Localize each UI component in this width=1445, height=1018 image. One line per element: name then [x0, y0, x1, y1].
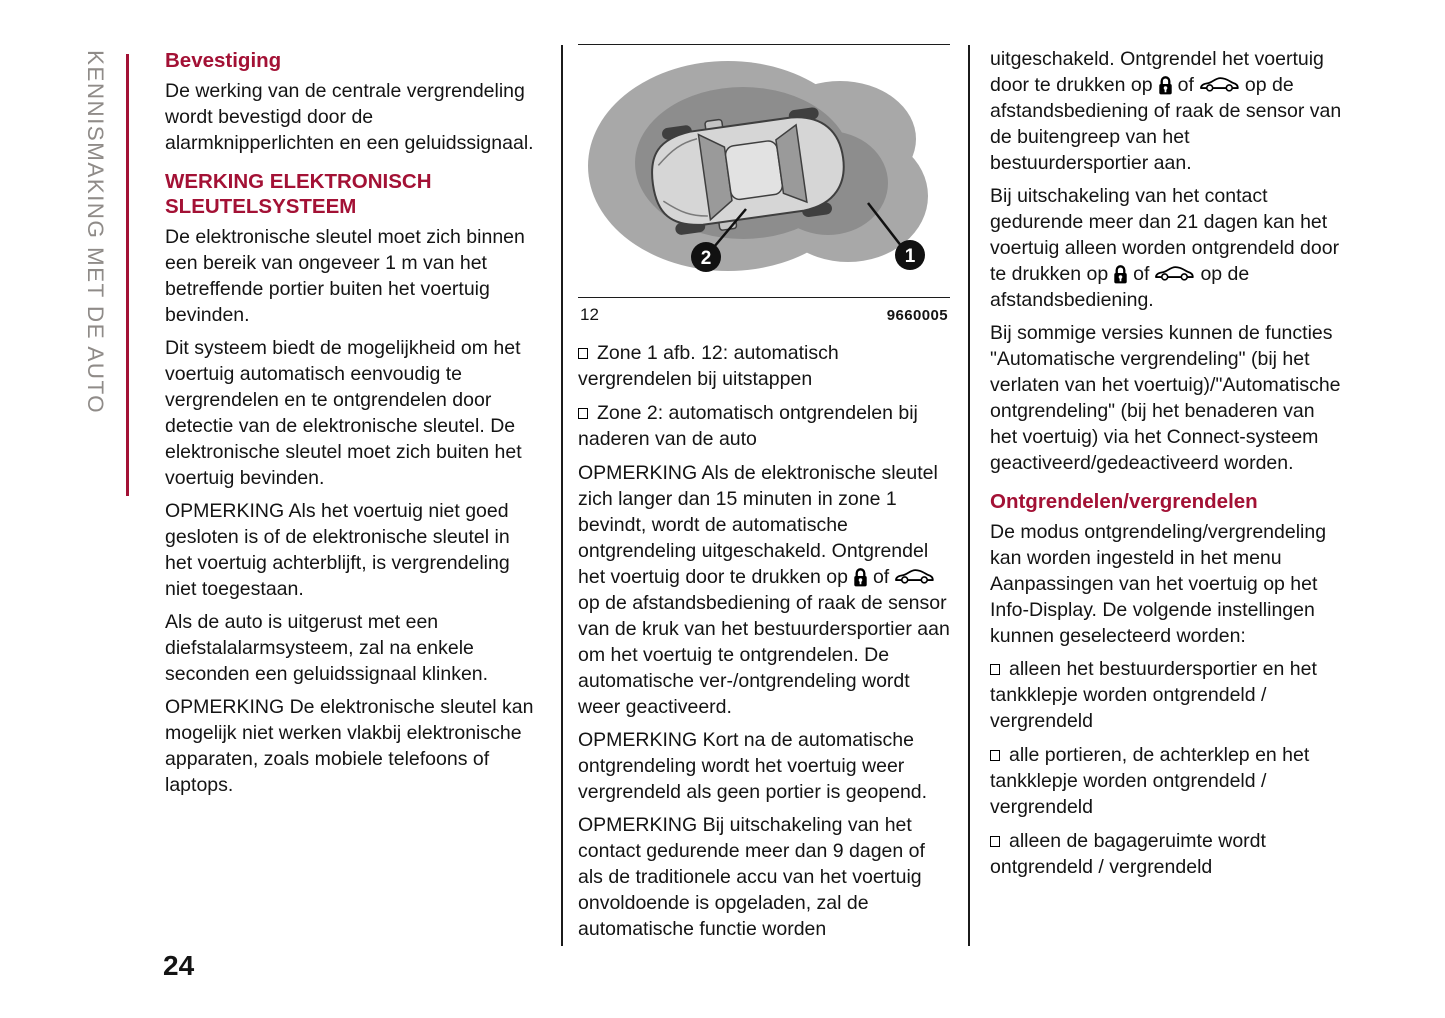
chapter-rule [126, 54, 129, 496]
text-segment: Bij uitschakeling van het contact gedurende meer dan 21 dagen kan het voertuig alleen worden ontgrendeld door te drukken op [990, 185, 1340, 285]
square-bullet-icon [990, 750, 1000, 761]
list-item-all-doors [990, 742, 1347, 820]
note-paragraph: OPMERKING Als het voertuig niet goed gesloten is of de elektronische sleutel in het voertuig achterblijft, is vergrendeling niet toegestaan. [165, 500, 510, 600]
text-segment: alle portieren, de achterklep en het tankklepje worden ontgrendeld / vergrendeld [990, 744, 1310, 818]
text-segment: uitgeschakeld. Ontgrendel het voertuig door te drukken op [990, 48, 1324, 96]
note-relock: OPMERKING Kort na de automatische ontgrendeling wordt het voertuig weer vergrendeld als geen portier is geopend. [578, 729, 928, 803]
square-bullet-icon [990, 836, 1000, 847]
square-bullet-icon [578, 348, 588, 359]
figure-number: 12 [580, 305, 599, 324]
text-segment: of [1177, 74, 1194, 96]
lock-icon [1153, 72, 1178, 98]
note-9-days: OPMERKING Bij uitschakeling van het contact gedurende meer dan 9 dagen of als de traditionele accu van het voertuig onvoldoende is opgeladen, zal de automatische functie worden [578, 814, 925, 940]
text-segment: of [872, 566, 890, 588]
list-item-driver-door [990, 656, 1347, 734]
column-3 [990, 46, 1347, 888]
column-2 [578, 44, 950, 949]
column-1 [165, 46, 538, 805]
text-segment: OPMERKING Als de elektronische sleutel zich langer dan 15 minuten in zone 1 bevindt, wordt de automatische ontgrendeling uitgeschakeld. Ontgrendel het voertuig door te drukken op [578, 462, 938, 588]
paragraph-connect: Bij sommige versies kunnen de functies "Automatische vergrendeling" (bij het verlaten van het voertuig)/"Automatische ontgrendeling" (bij het benaderen van het voertuig) via het Connect-systeem geactiveerd/gedeactiveerd worden. [990, 322, 1341, 474]
paragraph: De werking van de centrale vergrendeling wordt bevestigd door de alarmknipperlichten en een geluidssignaal. [165, 80, 534, 154]
svg-text:1: 1 [904, 246, 916, 267]
heading-bevestiging: Bevestiging [165, 49, 282, 72]
paragraph-mode: De modus ontgrendeling/vergrendeling kan worden ingesteld in het menu Aanpassingen van het voertuig op het Info-Display. De volgende instellingen kunnen geselecteerd worden: [990, 521, 1327, 647]
column-divider [561, 45, 563, 946]
list-item-zone1 [578, 340, 950, 392]
text-segment: Zone 1 afb. 12: automatisch vergrendelen bij uitstappen [578, 342, 839, 390]
car-remote-icon [1149, 261, 1200, 287]
text-segment: Zone 2: automatisch ontgrendelen bij naderen van de auto [578, 402, 918, 450]
text-segment: alleen het bestuurdersportier en het tankklepje worden ontgrendeld / vergrendeld [990, 658, 1317, 732]
zone-marker-1 [895, 240, 925, 270]
lock-icon [1108, 261, 1133, 287]
paragraph-21-days [990, 183, 1347, 313]
text-segment: op de afstandsbediening of raak de sensor van de buitengreep van het bestuurdersportier aan. [990, 74, 1342, 174]
car-remote-icon [1194, 72, 1245, 98]
text-segment: of [1133, 263, 1150, 285]
square-bullet-icon [990, 664, 1000, 675]
text-segment: op de afstandsbediening of raak de sensor van de kruk van het bestuurdersportier aan om het voertuig te ontgrendelen. De automatische ver-/ontgrendeling wordt weer geactiveerd. [578, 592, 950, 718]
figure-caption [578, 298, 950, 325]
svg-text:2: 2 [700, 248, 712, 269]
paragraph: De elektronische sleutel moet zich binnen een bereik van ongeveer 1 m van het betreffende portier buiten het voertuig bevinden. [165, 226, 525, 326]
keyless-zones-svg [578, 51, 950, 291]
car-remote-icon [889, 564, 940, 590]
figure-reference-code: 9660005 [886, 307, 948, 324]
figure-12 [578, 44, 950, 325]
note-paragraph: OPMERKING De elektronische sleutel kan mogelijk niet werken vlakbij elektronische apparaten, zoals mobiele telefoons of laptops. [165, 696, 534, 796]
keyless-zones-illustration [578, 44, 950, 298]
chapter-title: KENNISMAKING MET DE AUTO [83, 50, 108, 415]
list-item-boot-only [990, 828, 1347, 880]
heading-ontgrendelen-vergrendelen: Ontgrendelen/vergrendelen [990, 490, 1258, 513]
text-segment: op de afstandsbediening. [990, 263, 1250, 311]
heading-werking-elektronisch-sleutelsysteem: WERKING ELEKTRONISCH SLEUTELSYSTEEM [165, 170, 432, 218]
note-auto-unlock-timeout [578, 460, 950, 720]
lock-icon [848, 564, 873, 590]
page-number: 24 [163, 950, 195, 981]
paragraph-continued [990, 46, 1347, 176]
text-segment: alleen de bagageruimte wordt ontgrendeld / vergrendeld [990, 830, 1266, 878]
zone-marker-2 [691, 242, 721, 272]
paragraph: Als de auto is uitgerust met een diefstalalarmsysteem, zal na enkele seconden een geluidssignaal klinken. [165, 611, 489, 685]
paragraph: Dit systeem biedt de mogelijkheid om het voertuig automatisch eenvoudig te vergrendelen en te ontgrendelen door detectie van de elektronische sleutel. De elektronische sleutel moet zich buiten het voertuig bevinden. [165, 337, 522, 489]
column-divider [968, 45, 970, 946]
list-item-zone2 [578, 400, 950, 452]
square-bullet-icon [578, 408, 588, 419]
